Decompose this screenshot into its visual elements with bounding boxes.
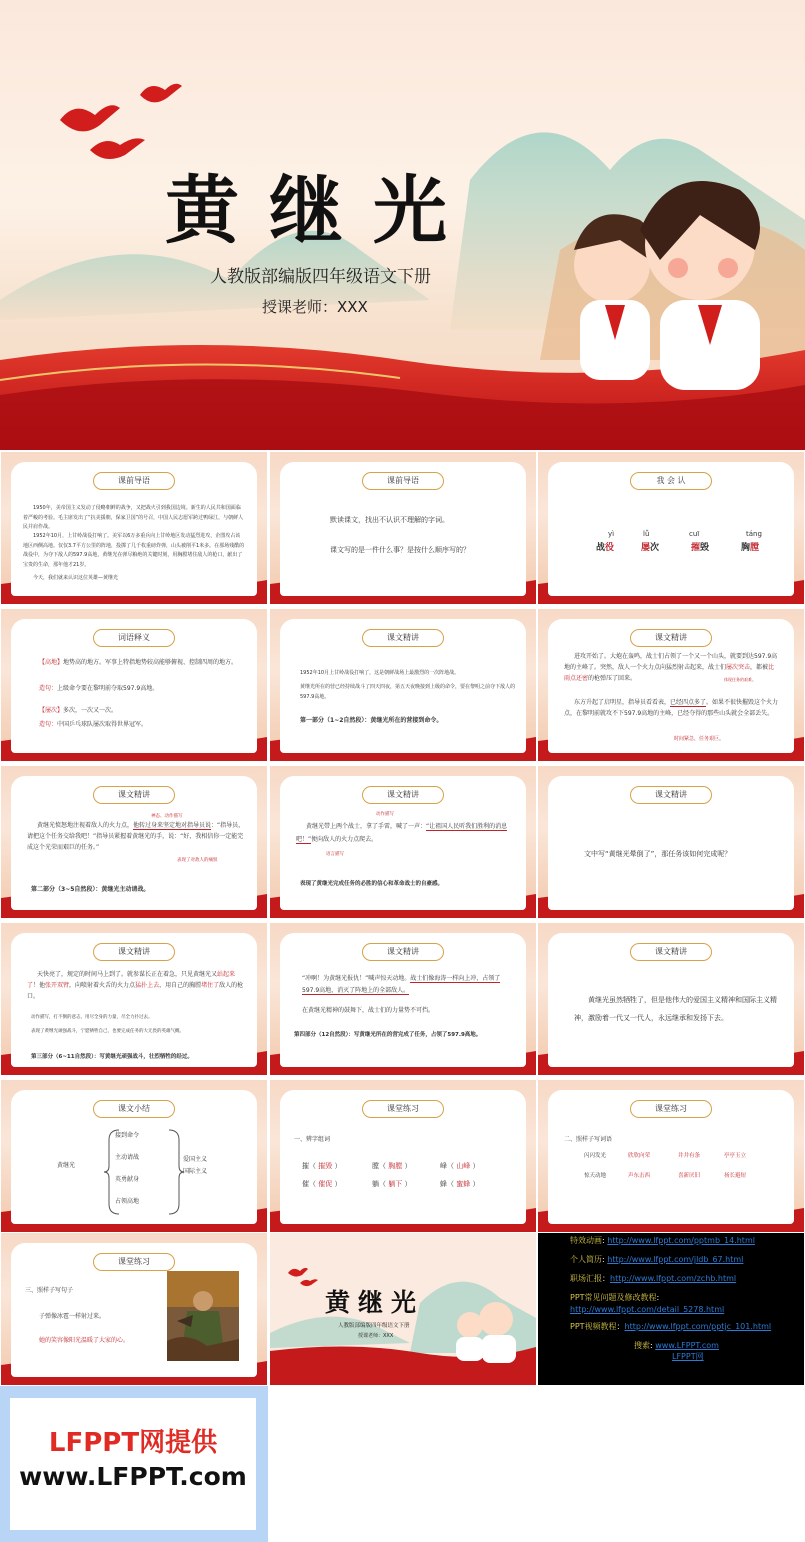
slide-practice-1[interactable] <box>270 1080 536 1232</box>
slide-label: 课文精讲 <box>93 786 175 804</box>
slide-card <box>280 776 526 910</box>
example-word: 惊天动地 <box>584 1173 607 1179</box>
soldier-painting-icon <box>167 1271 239 1361</box>
slide-card <box>11 1243 257 1377</box>
example-word: 闪闪发光 <box>584 1153 607 1159</box>
slide-lesson-4[interactable] <box>270 766 536 918</box>
slide-card <box>548 776 794 910</box>
answer-word: 声东击西 <box>628 1173 651 1179</box>
slide-label: 课文精讲 <box>630 629 712 647</box>
summary-item: 占领高地 <box>115 1198 140 1205</box>
ad-line-2: www.LFPPT.com <box>19 1462 247 1491</box>
exercise-item: 膛（ 胸膛 ） <box>372 1162 412 1170</box>
vocab-word: 屡次 <box>641 543 660 553</box>
answer-word: 欣欣向荣 <box>628 1153 651 1159</box>
slide-intro-1[interactable] <box>1 452 267 604</box>
example-sentence: 子弹像冰雹一样射过来。 <box>39 1313 106 1320</box>
paragraph: 黄继光带上两个战士，拿了手雷，喊了一声：“让祖国人民听我们胜利的消息吧！”便向敌人的火力点爬去。 <box>296 823 508 843</box>
slide-card <box>280 1090 526 1224</box>
paragraph: 黄继光愤怒地注视着敌人的火力点，他转过身来坚定地对指导员说：“指导员，请把这个任务交给我吧！”指导员紧握着黄继光的手，说：“好，我相信你一定能完成这个光荣而艰巨的任务。” <box>27 822 245 851</box>
slide-label: 课堂练习 <box>362 1100 444 1118</box>
slide-label: 课前导语 <box>362 472 444 490</box>
definition: 【高地】地势高的地方。军事上特指地势较高能够俯视、控制四周的地方。 <box>39 659 238 666</box>
paragraph: 黄继光虽然牺牲了，但是他伟大的爱国主义精神和国际主义精神，激励着一代又一代人，永远继承和发扬下去。 <box>574 996 777 1022</box>
slide-card <box>280 462 526 596</box>
pinyin: yì <box>608 530 615 538</box>
slide-label: 课文精讲 <box>362 786 444 804</box>
exercise-item: 峰（ 山峰 ） <box>440 1162 480 1170</box>
cover-teacher: 授课老师：XXX <box>262 298 368 316</box>
cover-subtitle: 人教版部编版四年级语文下册 <box>210 267 431 287</box>
slide-practice-3[interactable] <box>1 1233 267 1385</box>
exercise-item: 躺（ 躺下 ） <box>372 1180 412 1188</box>
slide-label: 我 会 认 <box>630 472 712 490</box>
slide-label: 课文精讲 <box>362 629 444 647</box>
slide-card <box>548 933 794 1067</box>
section-summary: 第二部分（3~5自然段）：黄继光主动请战。 <box>31 886 150 893</box>
slide-card <box>11 619 257 753</box>
paragraph: “冲啊！为黄继光报仇！”喊声惊天动地。战士们像海涛一样向上冲，占领了597.9高地，消灭了阵地上的全部敌人。 <box>302 975 501 994</box>
answer-word: 喜新厌旧 <box>678 1173 701 1179</box>
slide-card <box>548 462 794 596</box>
paragraph: 东方升起了启明星，指导员看看表，已经四点多了。如果不很快摧毁这个火力点，在黎明前就攻不下597.9高地的主峰，已经夺得的那些山头就会全部丢失。 <box>564 699 779 717</box>
summary-item: 英勇献身 <box>115 1176 140 1183</box>
link-row[interactable]: PPT常见问题及修改教程: http://www.lfppt.com/detail_5278.html <box>570 1293 725 1314</box>
slide-lesson-1[interactable] <box>270 609 536 761</box>
exercise-heading: 三、照样子写句子 <box>25 1287 74 1294</box>
paragraph: 在黄继光精神的鼓舞下，战士们的力量势不可挡。 <box>302 1007 435 1014</box>
cover-subtitle: 人教版部编版四年级语文下册 <box>338 1323 410 1329</box>
slide-lesson-8[interactable] <box>538 923 804 1075</box>
slide-lesson-3[interactable] <box>1 766 267 918</box>
exercise-item: 蜂（ 蜜蜂 ） <box>440 1180 480 1188</box>
annotation: 体现任务的艰难。 <box>724 677 756 682</box>
annotation: 语言描写 <box>326 852 344 857</box>
ad-banner <box>0 1386 268 1542</box>
slide-label: 课文精讲 <box>630 943 712 961</box>
exercise-item: 摧（ 摧毁 ） <box>302 1162 342 1170</box>
annotation: 神态、动作描写 <box>151 814 183 819</box>
annotation: 表现了黄继光顽强战斗，宁愿牺牲自己，也要完成任务的大无畏的英雄气概。 <box>31 1029 184 1034</box>
section-summary: 第三部分（6~11自然段）：写黄继光顽强战斗，壮烈牺牲的经过。 <box>31 1054 193 1060</box>
slide-card <box>280 619 526 753</box>
slide-practice-2[interactable] <box>538 1080 804 1232</box>
cover-title: 黄继光 <box>165 168 477 254</box>
slide-label: 课文精讲 <box>362 943 444 961</box>
exercise-heading: 一、辨字组词 <box>294 1136 331 1143</box>
summary-item: 接到命令 <box>115 1132 140 1139</box>
slide-card <box>548 1090 794 1224</box>
slide-label: 课堂练习 <box>630 1100 712 1118</box>
section-summary: 第四部分（12自然段）：写黄继光所在的营完成了任务，占领了597.9高地。 <box>294 1032 482 1038</box>
paragraph: 1952年10月上甘岭战役打响了，这是朝鲜战场上最激烈的一次阵地战。 <box>300 670 460 676</box>
slide-lesson-2[interactable] <box>538 609 804 761</box>
annotation: 时间紧急，任务艰巨。 <box>674 736 725 742</box>
answer-sentence: 她的笑容像阳光温暖了大家的心。 <box>39 1337 130 1344</box>
ad-card <box>10 1398 256 1530</box>
exercise-heading: 二、照样子写词语 <box>564 1136 613 1143</box>
summary-item: 主动请战 <box>115 1154 140 1161</box>
paragraph: 今天，我们就来认识这位英雄—黄继光 <box>33 575 119 581</box>
example: 造句：中国乒乓球队屡次取得世界冠军。 <box>39 721 148 728</box>
section-summary: 第一部分（1~2自然段）：黄继光所在的营接到命令。 <box>300 717 443 724</box>
link-row[interactable]: 职场汇报：http://www.lfppt.com/zchb.html <box>570 1274 737 1283</box>
slide-card <box>11 776 257 910</box>
paragraph: 1952年10月，上甘岭战役打响了。美军以6万多重兵向上甘岭地区发动猛烈进攻，企图攻占该地区西侧高地。仅仅3.7平方公里的阵地，投掷了几千枚重磅炸弹，山头被削平1米多。在那场残酷的战役中，为夺下敌人的597.9高地，黄继光在弹尽粮绝的关键时刻，用胸膛堵住敌人的枪口，献出了宝贵的生命，那年他才21岁。 <box>23 533 245 568</box>
question: 课文写的是一件什么事？是按什么顺序写的？ <box>330 546 470 554</box>
slide-card <box>11 1090 257 1224</box>
slide-lesson-7[interactable] <box>270 923 536 1075</box>
paragraph: 天快亮了，规定的时间马上到了。就参谋长正在着急，只见黄继光又站起来了！他张开双臂，向喷射着火舌的火力点猛扑上去，用自己的胸膛堵住了敌人的枪口。 <box>27 971 244 1000</box>
slide-lesson-5[interactable] <box>538 766 804 918</box>
summary-theme: 爱国主义 <box>183 1156 208 1163</box>
annotation: 动作描写，打不倒的意志，用尽全身的力量，尽全力扑过去。 <box>31 1015 153 1020</box>
slide-closing-cover[interactable] <box>270 1233 536 1385</box>
slide-links[interactable] <box>538 1233 804 1385</box>
slide-label: 课堂练习 <box>93 1253 175 1271</box>
cover-teacher: 授课老师：XXX <box>358 1333 394 1339</box>
ad-line-1: LFPPT网提供 <box>48 1428 218 1458</box>
slide-label: 课文小结 <box>93 1100 175 1118</box>
definition: 【屡次】多次，一次又一次。 <box>39 707 118 714</box>
vocab-word: 胸膛 <box>741 543 760 553</box>
section-summary: 表现了黄继光完成任务的必胜的信心和革命战士的自豪感。 <box>300 881 444 887</box>
slide-card <box>11 933 257 1067</box>
pinyin: táng <box>746 530 762 538</box>
annotation: 表现了对敌人的痛恨 <box>177 858 218 863</box>
question: 默读课文，找出不认识不理解的字词。 <box>330 516 449 524</box>
slide-definitions[interactable] <box>1 609 267 761</box>
question: 文中写“黄继光晕倒了”，那任务该如何完成呢？ <box>584 850 732 858</box>
summary-center: 黄继光 <box>57 1162 76 1169</box>
slide-label: 课文精讲 <box>93 943 175 961</box>
exercise-item: 催（ 催促 ） <box>302 1180 342 1188</box>
answer-word: 亭亭玉立 <box>724 1153 747 1159</box>
link-row[interactable]: 特效动画: http://www.lfppt.com/pptmb_14.html <box>570 1236 755 1245</box>
dove-icon <box>60 84 182 159</box>
summary-theme: 国际主义 <box>183 1168 208 1175</box>
annotation: 动作描写 <box>376 812 394 817</box>
slide-card <box>280 933 526 1067</box>
link-row[interactable]: PPT视频教程：http://www.lfppt.com/pptjc_101.html <box>570 1322 772 1331</box>
right-brace-icon <box>165 1128 185 1216</box>
example: 造句：上级命令要在黎明前夺取597.9高地。 <box>39 685 159 692</box>
cover-slide <box>0 0 805 450</box>
search-row[interactable]: 搜索: www.LFPPT.com <box>634 1341 719 1350</box>
answer-word: 井井有条 <box>678 1153 701 1159</box>
slide-card <box>548 619 794 753</box>
paragraph: 1950年，美帝国主义发动了侵略朝鲜的战争，又把战火引到我国边境。新生的人民共和国面临着严峻的考验。毛主席发出了“抗美援朝，保家卫国”的号召，中国人民志愿军跨过鸭绿江，与朝鲜人民并肩作战。 <box>23 505 244 530</box>
cover-title: 黄继光 <box>325 1288 425 1317</box>
pinyin: cuī <box>689 530 700 538</box>
pinyin: lǚ <box>643 530 650 538</box>
paragraph: 进攻开始了。大炮在轰鸣，战士们占领了一个又一个山头，就要到达597.9高地的主峰了。突然，敌人一个火力点向猛烈射击起来，战士们屡次突击，都被比雨点还密的枪弹压了回来。 <box>564 653 778 682</box>
slide-label: 词语释义 <box>93 629 175 647</box>
vocab-word: 摧毁 <box>691 543 710 553</box>
slide-label: 课文精讲 <box>630 786 712 804</box>
vocab-word: 战役 <box>596 543 615 553</box>
slide-vocab[interactable] <box>538 452 804 604</box>
slide-summary[interactable] <box>1 1080 267 1232</box>
paragraph: 黄继光所在的营已经持续战斗了四天四夜，第五天夜晚接到上级的命令，要在黎明之前夺下敌人的597.9高地。 <box>300 684 516 700</box>
slide-lesson-6[interactable] <box>1 923 267 1075</box>
answer-word: 扬长避短 <box>724 1173 747 1179</box>
slide-intro-2[interactable] <box>270 452 536 604</box>
slide-card <box>11 462 257 596</box>
search-row-sub[interactable]: LFPPT网 <box>672 1352 704 1361</box>
slide-label: 课前导语 <box>93 472 175 490</box>
link-row[interactable]: 个人简历: http://www.lfppt.com/jldb_67.html <box>570 1255 744 1264</box>
